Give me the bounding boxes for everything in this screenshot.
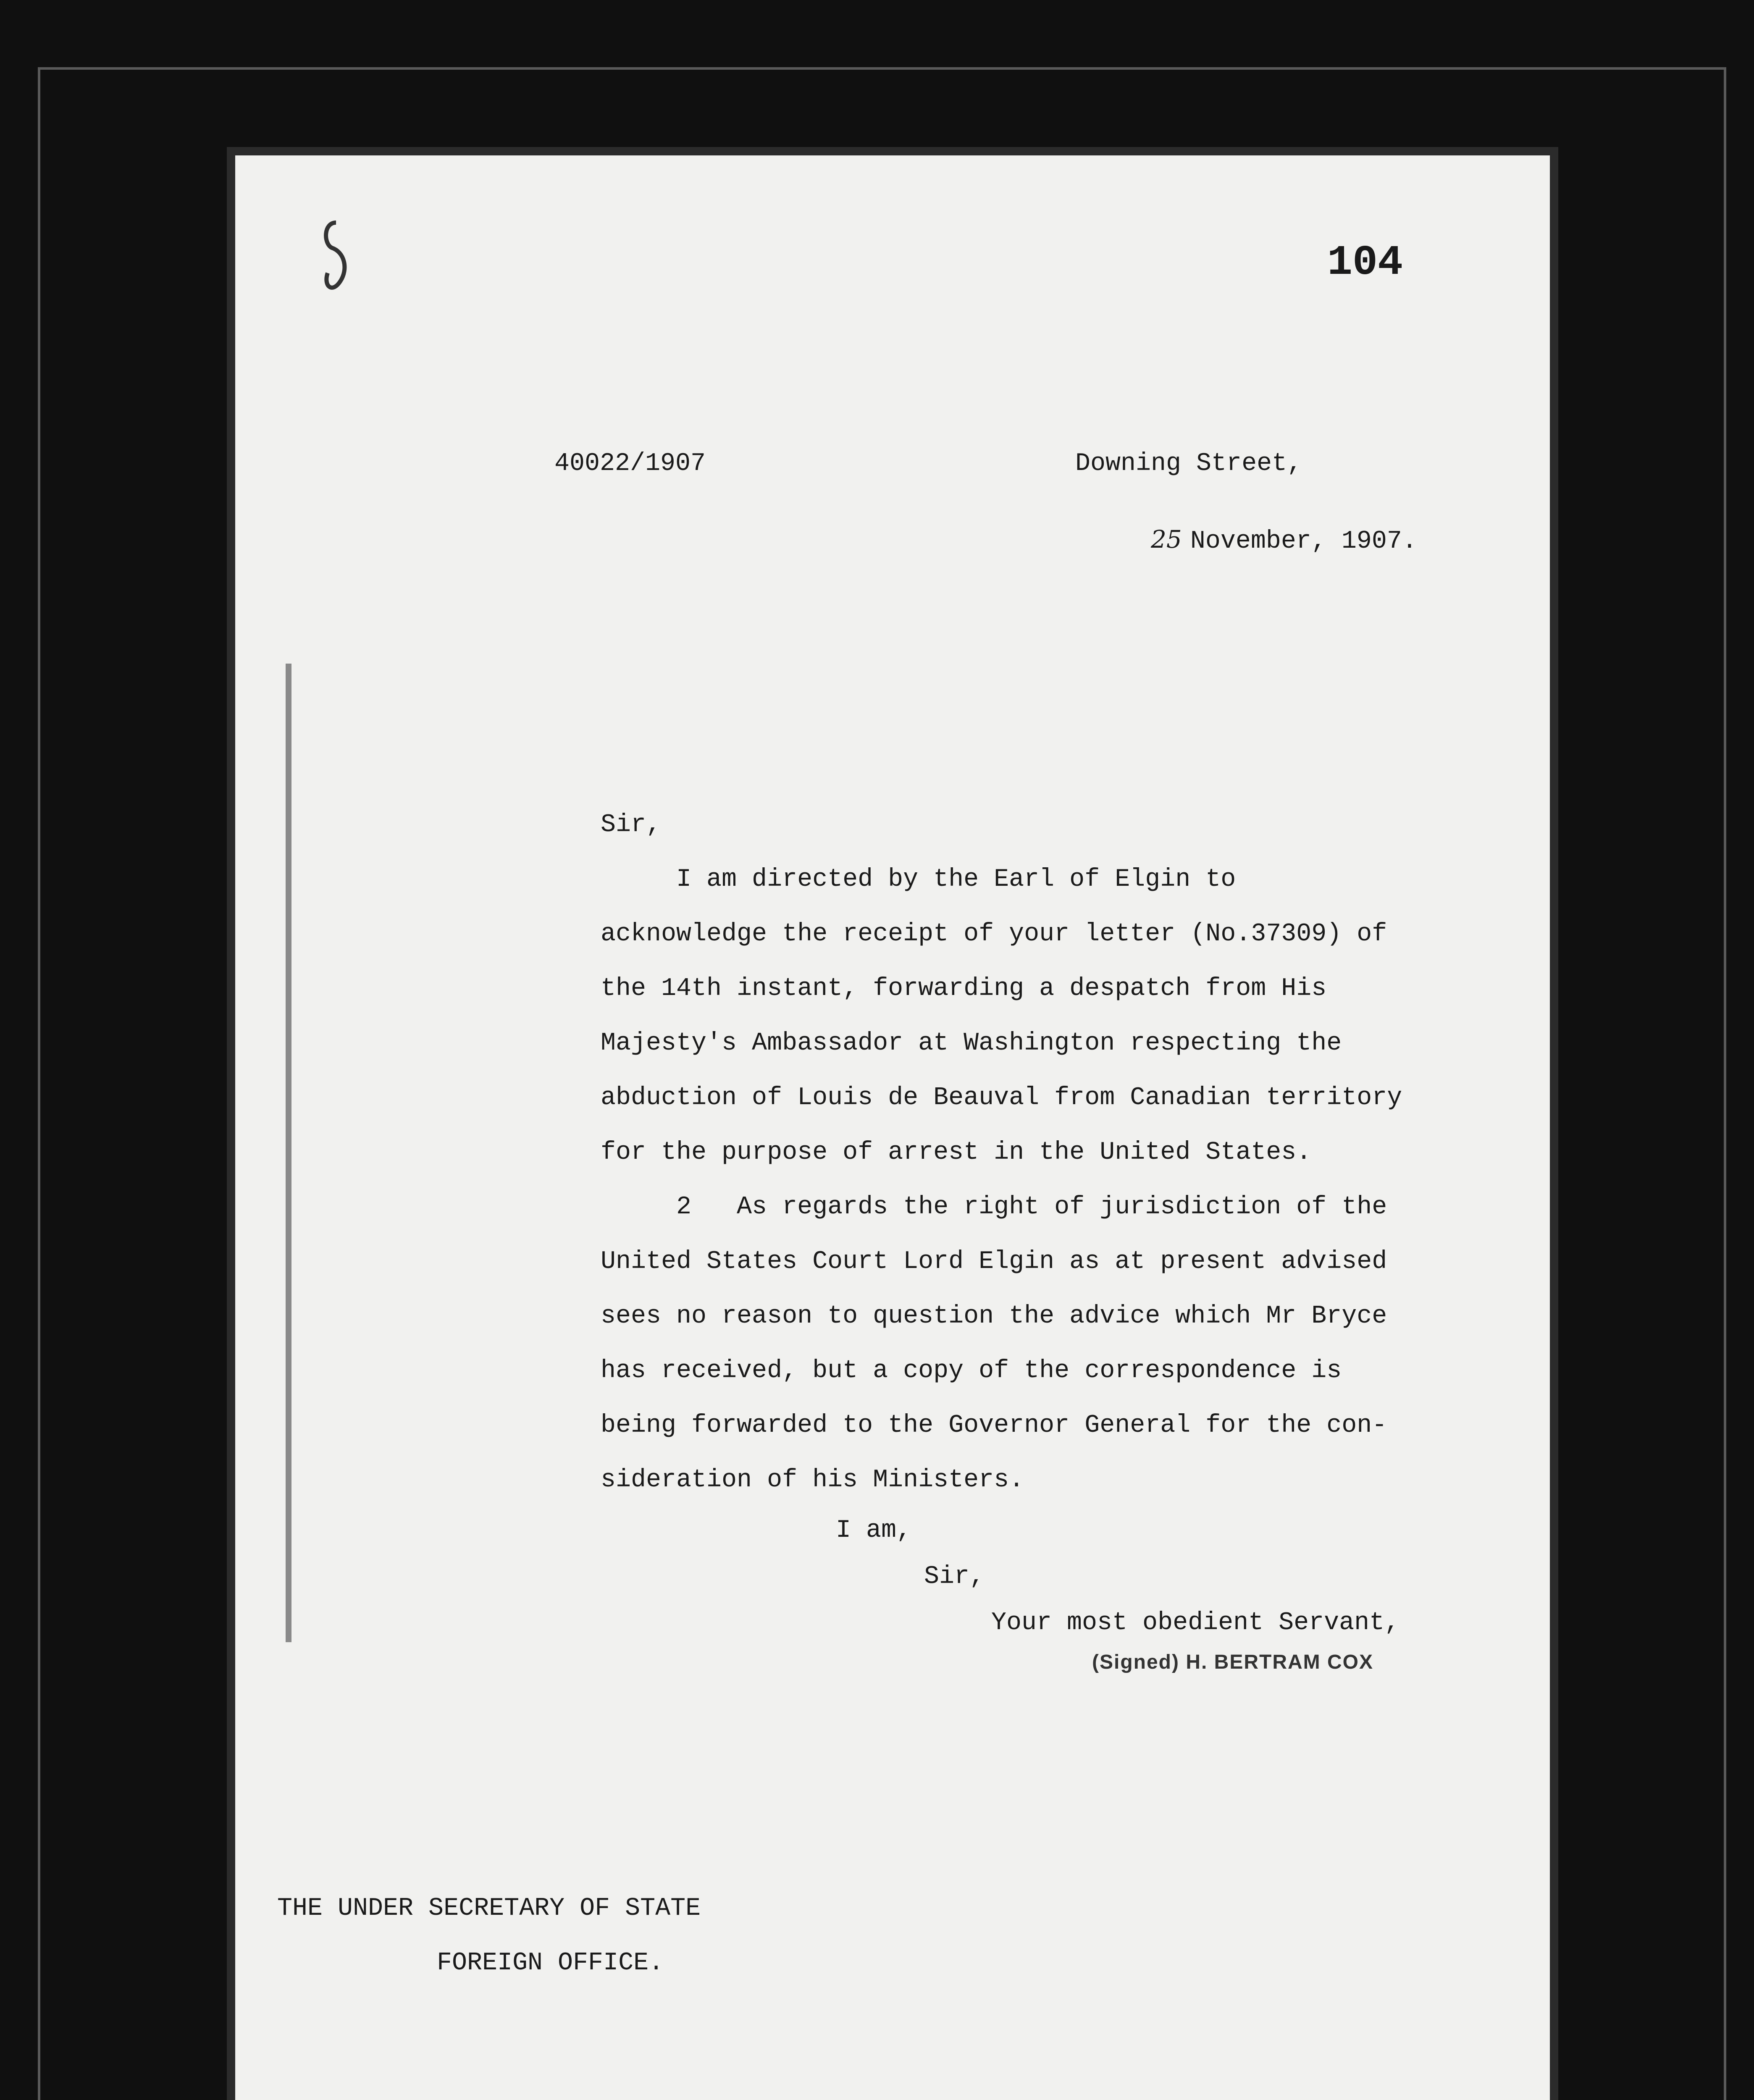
closing-line: I am, (836, 1516, 912, 1545)
body-line: for the purpose of arrest in the United States. (601, 1138, 1312, 1167)
reference-number: 40022/1907 (554, 449, 706, 478)
letter-page (235, 155, 1550, 2100)
sender-address: Downing Street, (1075, 449, 1302, 478)
date-month-year: November, 1907. (1190, 527, 1417, 556)
body-line: I am directed by the Earl of Elgin to (601, 865, 1236, 894)
body-line: the 14th instant, forwarding a despatch from His (601, 974, 1327, 1003)
body-line: sideration of his Ministers. (601, 1466, 1024, 1494)
salutation: Sir, (601, 811, 662, 839)
body-line: 2 As regards the right of jurisdiction of the (601, 1193, 1387, 1221)
body-line: abduction of Louis de Beauval from Canadian territory (601, 1084, 1402, 1112)
body-line: has received, but a copy of the correspondence is (601, 1357, 1342, 1385)
body-line: Majesty's Ambassador at Washington respecting the (601, 1029, 1342, 1058)
addressee-line: FOREIGN OFFICE. (437, 1949, 664, 1977)
body-line: sees no reason to question the advice which Mr Bryce (601, 1302, 1387, 1331)
handwritten-day: 25 (1151, 525, 1182, 554)
body-line: acknowledge the receipt of your letter (No.37309) of (601, 920, 1387, 948)
signature-stamp: (Signed) H. BERTRAM COX (1092, 1651, 1373, 1673)
closing-line: Your most obedient Servant, (991, 1609, 1400, 1637)
addressee-line: THE UNDER SECRETARY OF STATE (277, 1894, 701, 1923)
letter-date (1151, 525, 1417, 556)
margin-line (286, 664, 291, 1642)
paper-clip-icon (319, 218, 353, 302)
page-number: 104 (1327, 239, 1403, 287)
body-line: United States Court Lord Elgin as at present advised (601, 1247, 1387, 1276)
body-line: being forwarded to the Governor General for the con- (601, 1411, 1387, 1440)
closing-line: Sir, (924, 1562, 985, 1591)
